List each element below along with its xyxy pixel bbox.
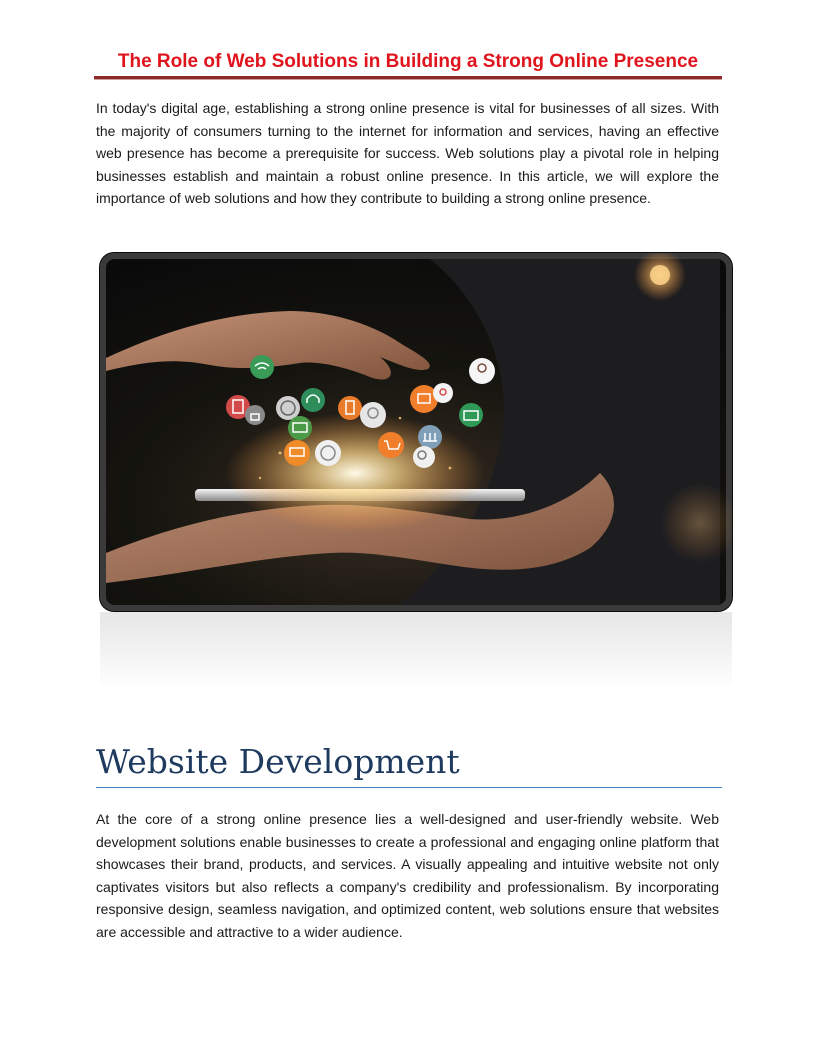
wifi-icon [250, 355, 274, 379]
hands-tablet-illustration [100, 253, 732, 611]
gauge-icon [315, 440, 341, 466]
section-paragraph: At the core of a strong online presence lies a well-designed and user-friendly website. Web development solutions enable businesses to create a professional and engaging online platform that showcases their brand, products, and services. A visually appealing and intuitive website not only captivates visitors but also reflects a company's credibility and professionalism. By incorporating responsive design, seamless navigation, and optimized content, web solutions ensure that websites are accessible and attractive to a wider audience. [96, 811, 719, 940]
heading-underline [96, 787, 722, 788]
globe-icon [276, 396, 300, 420]
user-icon [469, 358, 495, 384]
bank-icon [418, 425, 442, 449]
card-icon [459, 403, 483, 427]
search-icon [413, 446, 435, 468]
laptop-icon [284, 440, 310, 466]
intro-paragraph: In today's digital age, establishing a strong online presence is vital for businesses of all sizes. With the majority of consumers turning to the internet for information and services, having an effective web presence has become a prerequisite for success. Web solutions play a pivotal role in helping businesses establish and maintain a robust online presence. In this article, we will explore the importance of web solutions and how they contribute to building a strong online presence. [96, 100, 719, 207]
tablet-icon [338, 396, 362, 420]
lightbulb-icon [360, 402, 386, 428]
headset-icon [301, 388, 325, 412]
title-underline [94, 76, 722, 79]
photo-reflection [100, 612, 732, 692]
cart-icon [378, 432, 404, 458]
location-pin-icon [433, 383, 453, 403]
hero-photo [100, 253, 732, 611]
document-title: The Role of Web Solutions in Building a Strong Online Presence [117, 51, 699, 72]
section-heading: Website Development [96, 742, 460, 781]
lock-icon [245, 405, 265, 425]
envelope-icon [288, 416, 312, 440]
